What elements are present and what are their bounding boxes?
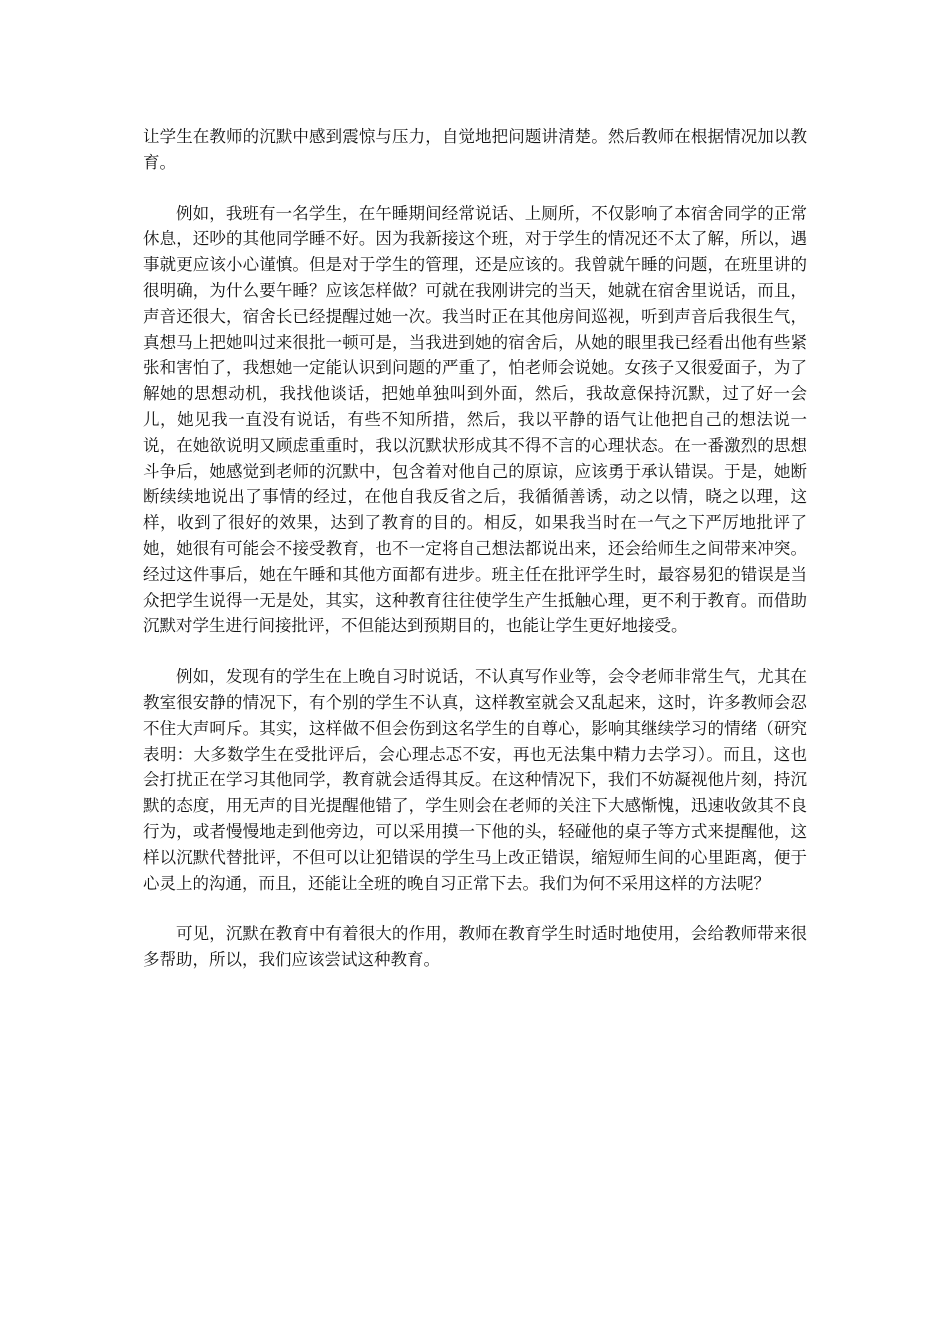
paragraph-example-nap: 例如，我班有一名学生，在午睡期间经常说话、上厕所，不仅影响了本宿舍同学的正常休息，还吵的其他同学睡不好。因为我新接这个班，对于学生的情况还不太了解，所以，遇事就更应该小心谨慎。但是对于学生的管理，还是应该的。我曾就午睡的问题，在班里讲的很明确，为什么要午睡？应该怎样做？可就在我刚讲完的当天，她就在宿舍里说话，而且，声音还很大，宿舍长已经提醒过她一次。我当时正在其他房间巡视，听到声音后我很生气，真想马上把她叫过来很批一顿可是，当我进到她的宿舍后，从她的眼里我已经看出他有些紧张和害怕了，我想她一定能认识到问题的严重了，怕老师会说她。女孩子又很爱面子，为了解她的思想动机，我找他谈话，把她单独叫到外面，然后，我故意保持沉默，过了好一会儿，她见我一直没有说话，有些不知所措，然后，我以平静的语气让他把自己的想法说一说，在她欲说明又顾虑重重时，我以沉默状形成其不得不言的心理状态。在一番激烈的思想斗争后，她感觉到老师的沉默中，包含着对他自己的原谅，应该勇于承认错误。于是，她断断续续地说出了事情的经过，在他自我反省之后，我循循善诱，动之以情，晓之以理，这样，收到了很好的效果，达到了教育的目的。相反，如果我当时在一气之下严厉地批评了她，她很有可能会不接受教育，也不一定将自己想法都说出来，还会给师生之间带来冲突。经过这件事后，她在午睡和其他方面都有进步。班主任在批评学生时，最容易犯的错误是当众把学生说得一无是处，其实，这种教育往往使学生产生抵触心理，更不利于教育。而借助沉默对学生进行间接批评，不但能达到预期目的，也能让学生更好地接受。 xyxy=(143,203,807,636)
paragraph-example-evening-study: 例如，发现有的学生在上晚自习时说话，不认真写作业等，会令老师非常生气，尤其在教室很安静的情况下，有个别的学生不认真，这样教室就会又乱起来，这时，许多教师会忍不住大声呵斥。其实，这样做不但会伤到这名学生的自尊心，影响其继续学习的情绪（研究表明：大多数学生在受批评后，会心理忐忑不安，再也无法集中精力去学习）。而且，这也会打扰正在学习其他同学，教育就会适得其反。在这种情况下，我们不妨凝视他片刻，持沉默的态度，用无声的目光提醒他错了，学生则会在老师的关注下大感惭愧，迅速收敛其不良行为，或者慢慢地走到他旁边，可以采用摸一下他的头，轻碰他的桌子等方式来提醒他，这样以沉默代替批评，不但可以让犯错误的学生马上改正错误，缩短师生间的心里距离，便于心灵上的沟通，而且，还能让全班的晚自习正常下去。我们为何不采用这样的方法呢？ xyxy=(143,667,807,893)
paragraph-conclusion: 可见，沉默在教育中有着很大的作用，教师在教育学生时适时地使用，会给教师带来很多帮助，所以，我们应该尝试这种教育。 xyxy=(143,924,807,970)
document-page xyxy=(143,124,807,998)
paragraph-continuation: 让学生在教师的沉默中感到震惊与压力，自觉地把问题讲清楚。然后教师在根据情况加以教育。 xyxy=(143,127,807,172)
